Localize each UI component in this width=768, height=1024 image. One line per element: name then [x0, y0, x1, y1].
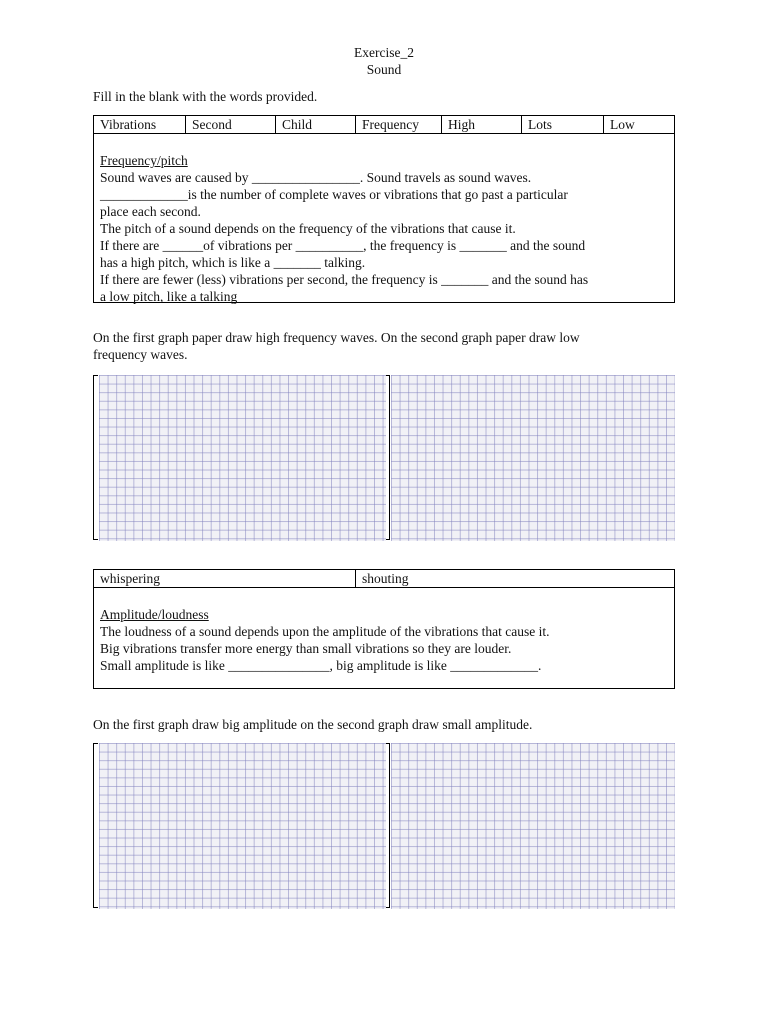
graph-paper-pair-amplitude [93, 743, 675, 909]
text-line: place each second. [100, 204, 201, 219]
section-heading-amplitude: Amplitude/loudness [100, 607, 209, 622]
frequency-text-block [94, 134, 674, 307]
text-line: If there are ______of vibrations per __________, the frequency is _______ and the sound [100, 238, 586, 253]
graph-bracket [93, 375, 98, 540]
text-line: _____________is the number of complete waves or vibrations that go past a particular [100, 187, 568, 202]
text-line: Sound waves are caused by ________________. Sound travels as sound waves. [100, 170, 532, 185]
word-bank-row [94, 116, 674, 134]
word-bank-amplitude [93, 569, 675, 689]
word-lots: Lots [522, 116, 604, 133]
text-line: frequency waves. [93, 347, 188, 362]
graph-paper-big-amplitude[interactable] [99, 743, 386, 909]
text-line: The loudness of a sound depends upon the amplitude of the vibrations that cause it. [100, 624, 550, 639]
word-whispering: whispering [94, 570, 356, 587]
section-heading-frequency: Frequency/pitch [100, 153, 188, 168]
graph-bracket [93, 743, 98, 908]
word-frequency: Frequency [356, 116, 442, 133]
graph-bracket [386, 375, 390, 540]
text-line: Big vibrations transfer more energy than small vibrations so they are louder. [100, 641, 512, 656]
word-bank-frequency [93, 115, 675, 303]
graph-bracket [386, 743, 390, 908]
text-line: On the first graph paper draw high frequency waves. On the second graph paper draw low [93, 330, 580, 345]
graph-paper-small-amplitude[interactable] [391, 743, 675, 909]
page-subtitle: Sound [366, 62, 402, 77]
graph-paper-pair-frequency [93, 375, 675, 541]
graph-paper-low-frequency[interactable] [391, 375, 675, 541]
word-low: Low [610, 117, 635, 132]
graph-instruction-amplitude: On the first graph draw big amplitude on the second graph draw small amplitude. [93, 717, 533, 732]
text-line: a low pitch, like a talking [100, 289, 238, 304]
text-line: has a high pitch, which is like a _______ talking. [100, 255, 366, 270]
text-line: Small amplitude is like _______________, big amplitude is like _____________. [100, 658, 542, 673]
text-line: The pitch of a sound depends on the frequency of the vibrations that cause it. [100, 221, 516, 236]
word-bank-row [94, 570, 674, 588]
word-vibrations: Vibrations [94, 116, 186, 133]
word-second: Second [186, 116, 276, 133]
fill-instruction: Fill in the blank with the words provided. [93, 89, 318, 104]
word-high: High [442, 116, 522, 133]
word-shouting: shouting [362, 571, 409, 586]
graph-instruction-frequency [93, 329, 675, 363]
word-child: Child [276, 116, 356, 133]
amplitude-text-block [94, 588, 674, 676]
page-title: Exercise_2 [354, 45, 414, 60]
graph-paper-high-frequency[interactable] [99, 375, 386, 541]
text-line: If there are fewer (less) vibrations per second, the frequency is _______ and the sound has [100, 272, 589, 287]
